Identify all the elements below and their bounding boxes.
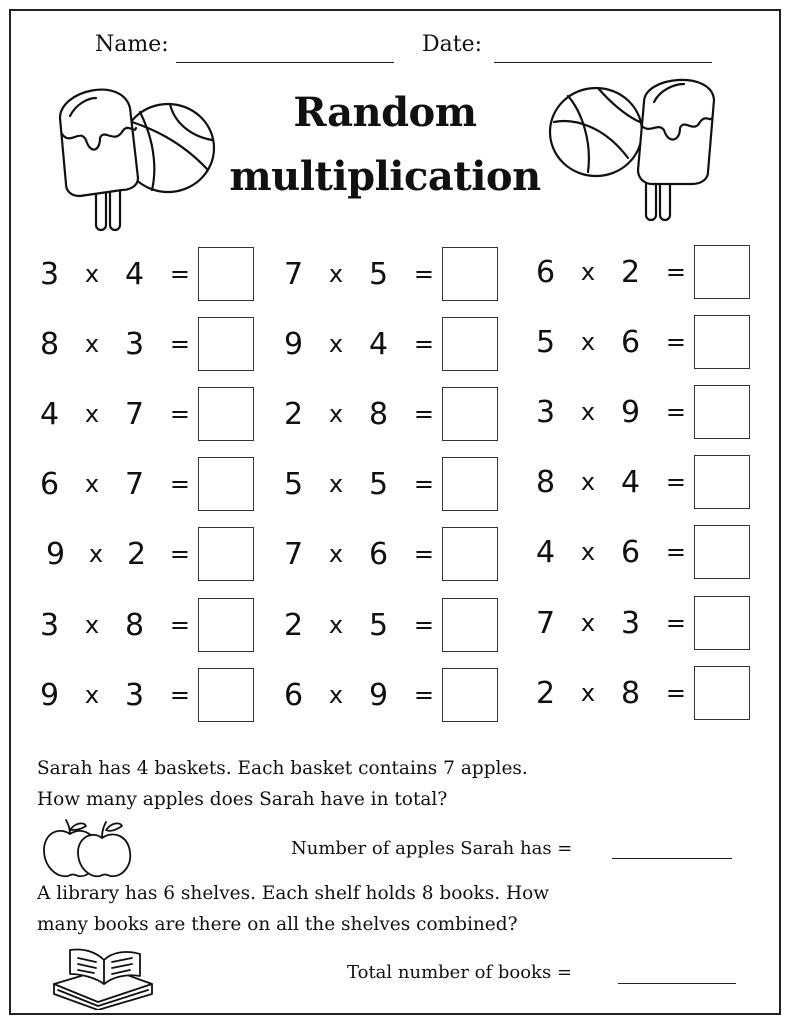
equals-sign: = [665,679,686,707]
factor-a: 2 [536,675,556,711]
times-sign: x [328,611,344,639]
equals-sign: = [169,611,190,639]
factor-b: 9 [620,394,641,430]
factor-a: 7 [284,256,304,292]
factor-a: 3 [536,394,556,430]
times-sign: x [580,468,596,496]
factor-b: 5 [368,466,389,502]
answer-box[interactable] [694,455,750,509]
factor-b: 8 [124,607,145,643]
problem [284,246,498,302]
factor-a: 3 [40,256,60,292]
factor-b: 4 [124,256,145,292]
factor-a: 5 [536,324,556,360]
factor-a: 7 [284,536,304,572]
problem [40,667,254,723]
factor-a: 2 [284,396,304,432]
problem [40,456,254,512]
equals-sign: = [413,611,434,639]
equals-sign: = [169,681,190,709]
factor-a: 9 [40,677,60,713]
answer-box[interactable] [198,387,254,441]
answer-box[interactable] [198,247,254,301]
problem [284,667,498,723]
times-sign: x [84,260,100,288]
apples-question-line-2: How many apples does Sarah have in total? [37,789,448,810]
equals-sign: = [665,538,686,566]
problem [46,526,254,582]
beach-ball-icon [550,88,642,176]
times-sign: x [328,260,344,288]
answer-box[interactable] [694,315,750,369]
problem [40,316,254,372]
popsicle-icon [548,72,728,232]
books-question-line-2: many books are there on all the shelves combined? [37,914,518,935]
answer-box[interactable] [694,525,750,579]
name-label: Name: [95,32,169,57]
times-sign: x [580,679,596,707]
answer-box[interactable] [694,385,750,439]
equals-sign: = [665,328,686,356]
books-icon [48,944,158,1010]
apples-answer-label: Number of apples Sarah has = [291,838,573,859]
factor-b: 6 [620,534,641,570]
equals-sign: = [169,400,190,428]
problem [284,316,498,372]
times-sign: x [84,400,100,428]
books-answer-field[interactable] [618,983,736,984]
answer-box[interactable] [694,245,750,299]
factor-a: 2 [284,607,304,643]
problem [536,384,750,440]
apples-answer-field[interactable] [612,858,732,859]
problem [40,386,254,442]
times-sign: x [328,681,344,709]
page-title-line-1: Random [293,89,477,136]
problem [40,246,254,302]
times-sign: x [328,470,344,498]
popsicle-icon [40,78,220,238]
books-answer-label: Total number of books = [347,962,573,983]
equals-sign: = [169,540,190,568]
factor-b: 6 [368,536,389,572]
problem [284,597,498,653]
factor-a: 4 [536,534,556,570]
factor-b: 5 [368,256,389,292]
equals-sign: = [169,470,190,498]
answer-box[interactable] [694,666,750,720]
apples-question-line-1: Sarah has 4 baskets. Each basket contains 7 apples. [37,758,528,779]
answer-box[interactable] [442,317,498,371]
times-sign: x [84,611,100,639]
times-sign: x [84,470,100,498]
times-sign: x [580,538,596,566]
factor-a: 6 [536,254,556,290]
factor-a: 9 [284,326,304,362]
factor-a: 8 [40,326,60,362]
factor-b: 3 [620,605,641,641]
factor-b: 3 [124,326,145,362]
answer-box[interactable] [442,527,498,581]
factor-a: 8 [536,464,556,500]
times-sign: x [84,681,100,709]
equals-sign: = [665,258,686,286]
problem [536,595,750,651]
factor-b: 2 [126,536,147,572]
factor-b: 5 [368,607,389,643]
factor-b: 4 [368,326,389,362]
times-sign: x [580,398,596,426]
times-sign: x [84,330,100,358]
equals-sign: = [413,681,434,709]
times-sign: x [88,540,104,568]
equals-sign: = [665,468,686,496]
problem [284,526,498,582]
problem [536,454,750,510]
answer-box[interactable] [198,668,254,722]
times-sign: x [580,258,596,286]
equals-sign: = [169,330,190,358]
equals-sign: = [413,260,434,288]
problem [536,524,750,580]
times-sign: x [328,330,344,358]
equals-sign: = [413,470,434,498]
answer-box[interactable] [198,527,254,581]
times-sign: x [328,400,344,428]
times-sign: x [580,328,596,356]
factor-b: 8 [620,675,641,711]
equals-sign: = [413,330,434,358]
answer-box[interactable] [442,387,498,441]
problem [536,665,750,721]
date-label: Date: [422,32,483,57]
problem [284,456,498,512]
answer-box[interactable] [442,457,498,511]
page-title-line-2: multiplication [229,153,541,200]
factor-b: 8 [368,396,389,432]
factor-b: 9 [368,677,389,713]
equals-sign: = [169,260,190,288]
answer-box[interactable] [198,457,254,511]
factor-a: 4 [40,396,60,432]
times-sign: x [328,540,344,568]
answer-box[interactable] [442,668,498,722]
factor-a: 7 [536,605,556,641]
factor-b: 4 [620,464,641,500]
equals-sign: = [413,540,434,568]
problem [536,244,750,300]
problem [536,314,750,370]
apples-icon [40,818,134,882]
answer-box[interactable] [198,317,254,371]
answer-box[interactable] [694,596,750,650]
equals-sign: = [413,400,434,428]
factor-a: 3 [40,607,60,643]
factor-b: 7 [124,396,145,432]
name-field[interactable] [176,62,394,63]
factor-b: 7 [124,466,145,502]
books-question-line-1: A library has 6 shelves. Each shelf holds 8 books. How [37,883,550,904]
factor-a: 6 [40,466,60,502]
factor-a: 9 [46,536,66,572]
answer-box[interactable] [198,598,254,652]
factor-a: 6 [284,677,304,713]
equals-sign: = [665,609,686,637]
problem [284,386,498,442]
equals-sign: = [665,398,686,426]
date-field[interactable] [494,62,712,63]
factor-b: 3 [124,677,145,713]
factor-b: 2 [620,254,641,290]
answer-box[interactable] [442,598,498,652]
factor-b: 6 [620,324,641,360]
problem [40,597,254,653]
answer-box[interactable] [442,247,498,301]
times-sign: x [580,609,596,637]
factor-a: 5 [284,466,304,502]
